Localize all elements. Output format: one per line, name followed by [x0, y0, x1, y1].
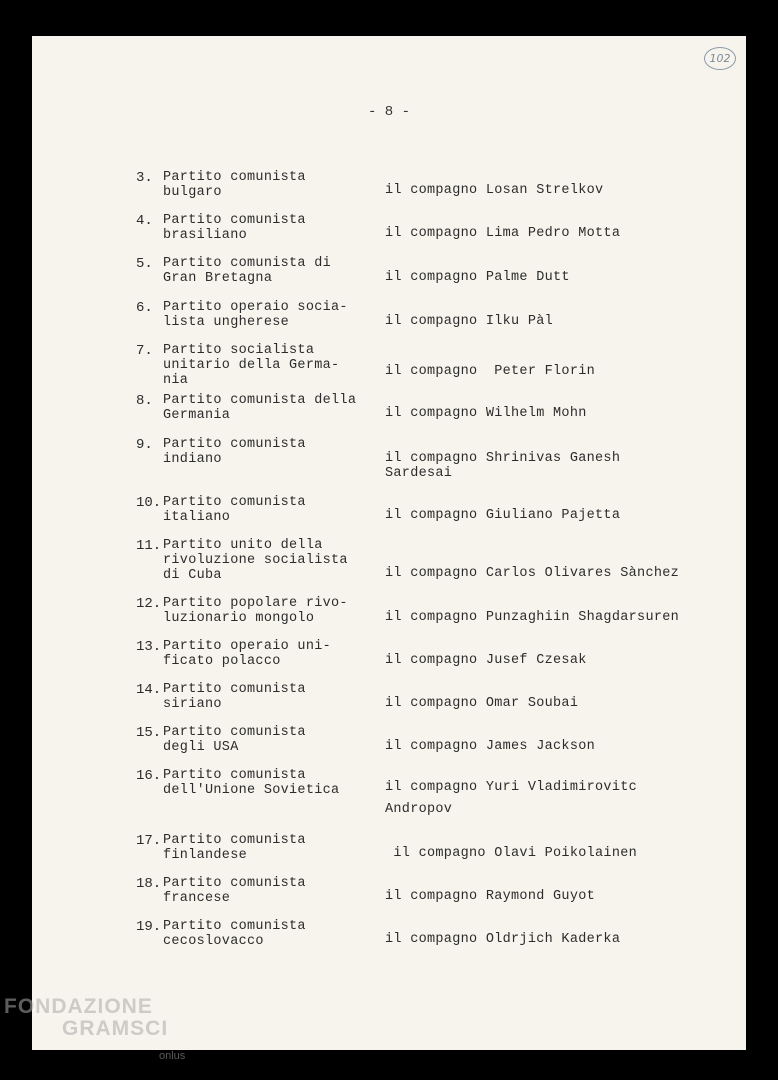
- delegate-name: il compagno Oldrjich Kaderka: [385, 932, 621, 947]
- delegate-name: il compagno Ilku Pàl: [385, 314, 554, 329]
- delegate-name: il compagno Carlos Olivares Sànchez: [385, 566, 680, 581]
- party-name: Partito comunista finlandese: [163, 833, 306, 863]
- party-name: Partito comunista francese: [163, 876, 306, 906]
- party-name: Partito comunista siriano: [163, 682, 306, 712]
- entry-number: 8.: [136, 393, 153, 409]
- party-name: Partito comunista italiano: [163, 495, 306, 525]
- party-name: Partito socialista unitario della Germa- nia: [163, 343, 340, 388]
- party-name: Partito comunista bulgaro: [163, 170, 306, 200]
- party-name: Partito operaio uni- ficato polacco: [163, 639, 332, 669]
- watermark-line3: onlus: [159, 1050, 186, 1062]
- party-name: Partito comunista indiano: [163, 437, 306, 467]
- watermark-logo: [4, 995, 186, 1062]
- entry-number: 18.: [136, 876, 162, 892]
- delegate-name: il compagno Yuri Vladimirovitc Andropov: [385, 780, 638, 817]
- delegate-name: il compagno Jusef Czesak: [385, 653, 587, 668]
- entry-number: 19.: [136, 919, 162, 935]
- delegate-name: il compagno Losan Strelkov: [385, 183, 604, 198]
- party-name: Partito unito della rivoluzione socialista di Cuba: [163, 538, 348, 583]
- delegate-name: il compagno Peter Florin: [385, 364, 596, 379]
- page-number: - 8 -: [367, 104, 410, 120]
- party-name: Partito comunista della Germania: [163, 393, 357, 423]
- entry-number: 10.: [136, 495, 162, 511]
- delegate-name: il compagno Shrinivas Ganesh Sardesai: [385, 451, 621, 481]
- entry-number: 12.: [136, 596, 162, 612]
- delegate-name: il compagno Olavi Poikolainen: [385, 846, 638, 861]
- entry-number: 5.: [136, 256, 153, 272]
- entry-number: 9.: [136, 437, 153, 453]
- party-name: Partito comunista degli USA: [163, 725, 306, 755]
- delegate-name: il compagno Omar Soubai: [385, 696, 579, 711]
- party-name: Partito comunista cecoslovacco: [163, 919, 306, 949]
- entry-number: 13.: [136, 639, 162, 655]
- entry-number: 11.: [136, 538, 162, 554]
- entry-number: 14.: [136, 682, 162, 698]
- archive-stamp: 102: [704, 47, 736, 70]
- party-name: Partito comunista di Gran Bretagna: [163, 256, 332, 286]
- delegate-name: il compagno Giuliano Pajetta: [385, 508, 621, 523]
- delegate-name: il compagno Raymond Guyot: [385, 889, 596, 904]
- party-name: Partito comunista dell'Unione Sovietica: [163, 768, 340, 798]
- delegate-name: il compagno Palme Dutt: [385, 270, 570, 285]
- entry-number: 3.: [136, 170, 153, 186]
- entry-number: 4.: [136, 213, 153, 229]
- party-name: Partito popolare rivo- luzionario mongolo: [163, 596, 348, 626]
- entry-number: 16.: [136, 768, 162, 784]
- watermark-line1: FONDAZIONE: [4, 995, 153, 1018]
- delegate-name: il compagno James Jackson: [385, 739, 596, 754]
- delegate-name: il compagno Punzaghiin Shagdarsuren: [385, 610, 680, 625]
- entry-number: 17.: [136, 833, 162, 849]
- party-name: Partito comunista brasiliano: [163, 213, 306, 243]
- document-page: [32, 36, 746, 1050]
- party-name: Partito operaio socia- lista ungherese: [163, 300, 348, 330]
- watermark-line2: GRAMSCI: [62, 1017, 169, 1040]
- entry-number: 15.: [136, 725, 162, 741]
- entry-number: 7.: [136, 343, 153, 359]
- entry-number: 6.: [136, 300, 153, 316]
- delegate-name: il compagno Wilhelm Mohn: [385, 406, 587, 421]
- delegate-name: il compagno Lima Pedro Motta: [385, 226, 621, 241]
